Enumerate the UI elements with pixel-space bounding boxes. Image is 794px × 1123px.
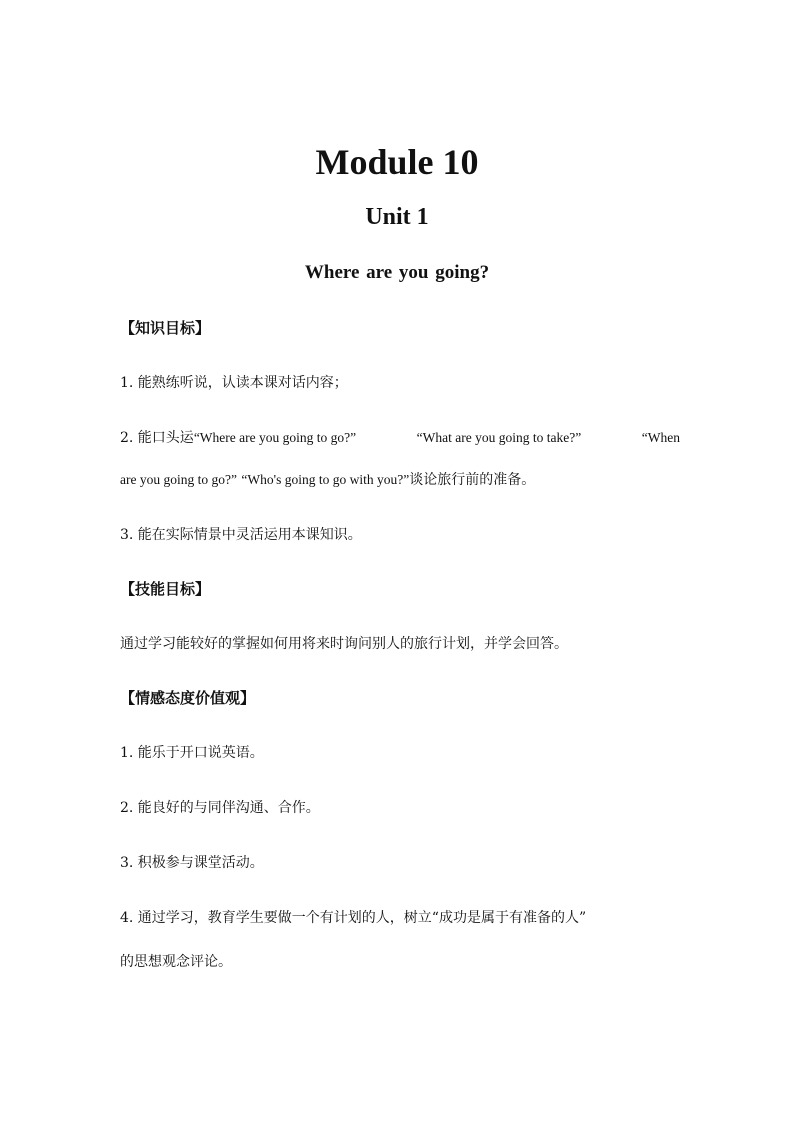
- question-who: “Who's going to go with you?”: [241, 472, 410, 487]
- section-heading-attitude: 【情感态度价值观】: [120, 689, 256, 707]
- question-where: “Where are you going to go?”: [193, 430, 357, 445]
- item-2-suffix-text: 谈论旅行前的准备。: [409, 472, 536, 488]
- unit-title: Unit 1: [365, 204, 429, 230]
- question-what: “What are you going to take?”: [416, 430, 582, 445]
- document-title: Module 10: [315, 142, 479, 182]
- section-heading-skills: 【技能目标】: [120, 580, 211, 598]
- question-when-start: “When: [641, 430, 680, 445]
- knowledge-item-2-prefix: [120, 428, 356, 448]
- skills-item-1: 通过学习能较好的掌握如何用将来时询问别人的旅行计划，并学会回答。: [120, 636, 568, 652]
- question-when-end: are you going to go?”: [120, 472, 237, 487]
- knowledge-item-2-line-2: [120, 470, 680, 490]
- attitude-item-4-line-2: 的思想观念评论。: [120, 954, 232, 970]
- attitude-item-4-line-1: 4. 通过学习，教育学生要做一个有计划的人，树立“成功是属于有准备的人”: [120, 910, 587, 926]
- attitude-item-1: 1. 能乐于开口说英语。: [120, 745, 264, 761]
- item-2-prefix-text: 2. 能口头运: [120, 430, 194, 446]
- knowledge-item-2-line-1: [120, 428, 680, 448]
- knowledge-item-3: 3. 能在实际情景中灵活运用本课知识。: [120, 527, 362, 543]
- knowledge-item-1: 1. 能熟练听说，认读本课对话内容；: [120, 375, 348, 391]
- lesson-subtitle: Where are you going?: [304, 262, 490, 283]
- section-heading-knowledge: 【知识目标】: [120, 319, 211, 337]
- attitude-item-3: 3. 积极参与课堂活动。: [120, 855, 264, 871]
- attitude-item-2: 2. 能良好的与同伴沟通、合作。: [120, 800, 320, 816]
